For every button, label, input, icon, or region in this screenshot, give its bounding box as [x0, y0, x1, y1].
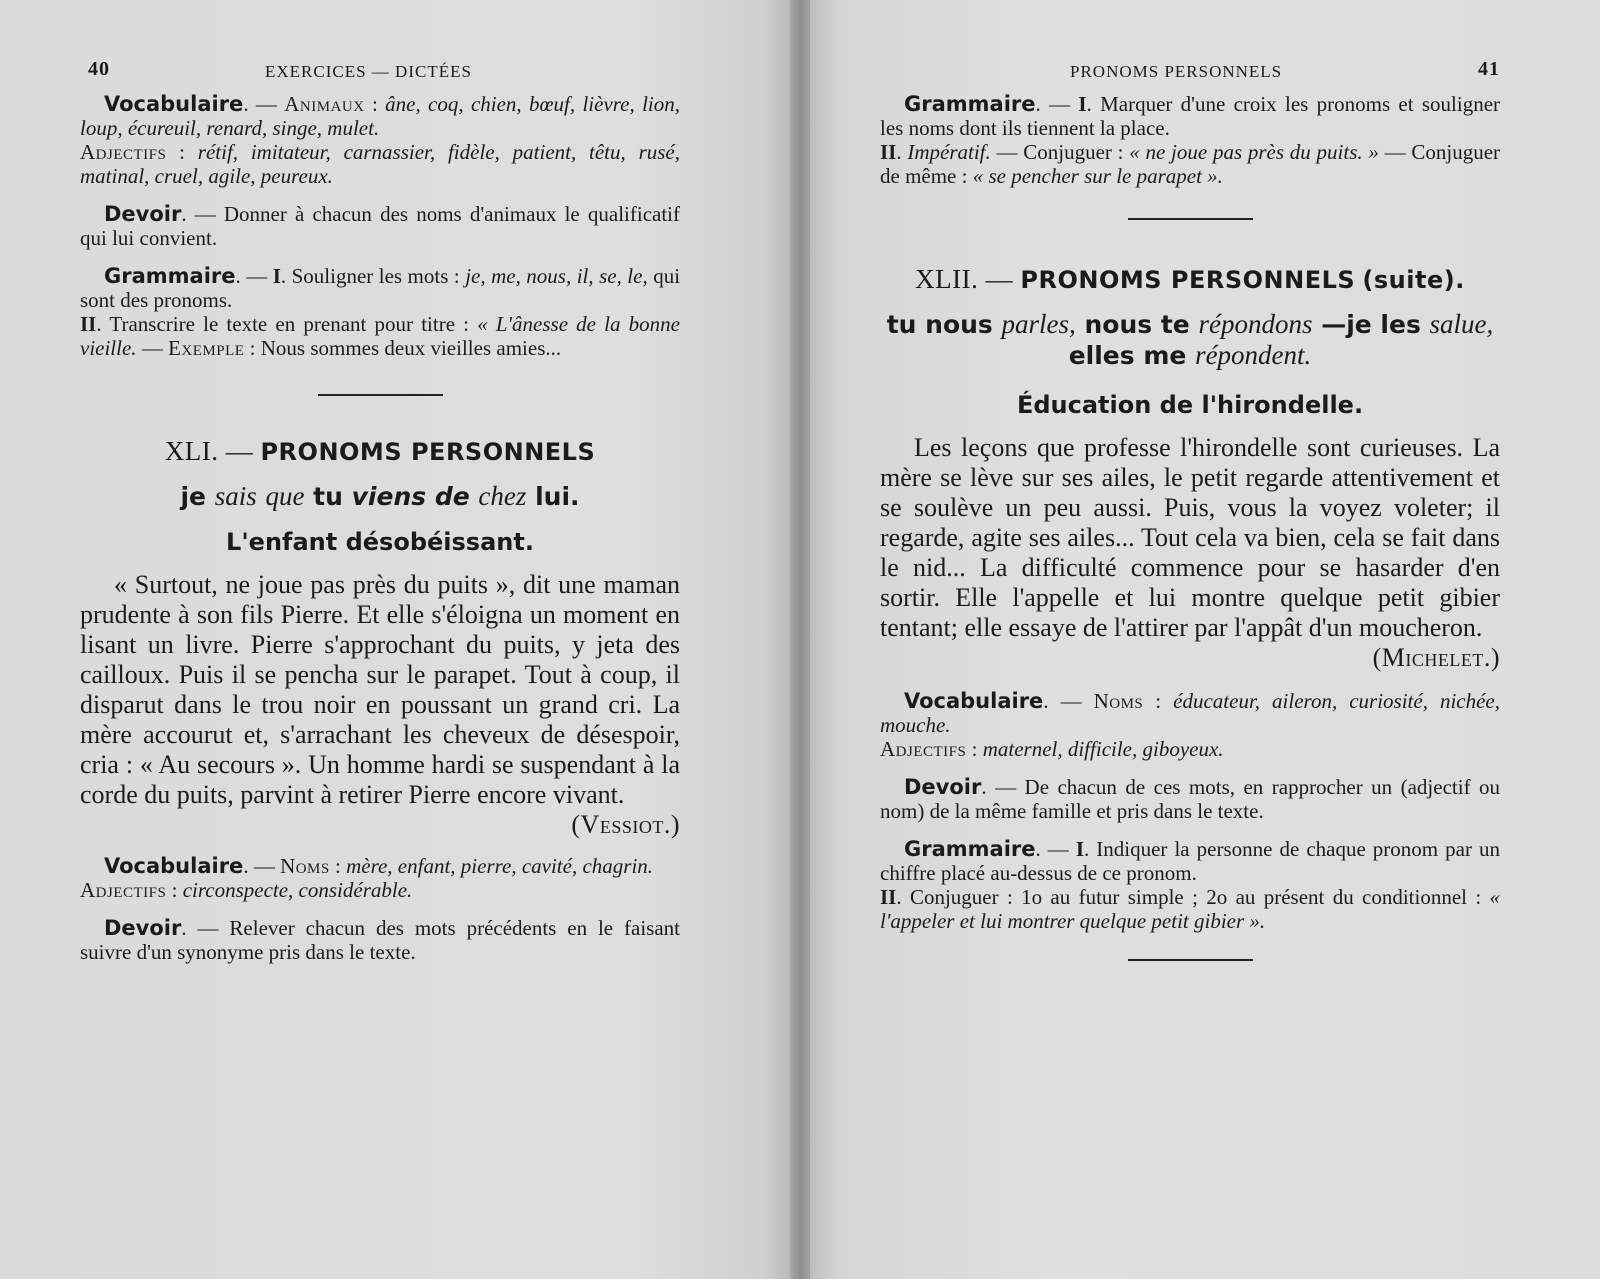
book-gutter: [790, 0, 810, 1279]
exercise-text: Conjuguer de même :: [880, 140, 1501, 188]
author-credit: (Michelet.): [1372, 643, 1500, 672]
example-word: répondent.: [1195, 340, 1312, 370]
exercise-number: II: [880, 140, 897, 164]
word-list: rétif, imitateur, carnassier, fidèle, patient, têtu, rusé, matinal, cruel, agile, peureux.: [80, 140, 680, 188]
vocabulary-label: Vocabulaire: [104, 92, 244, 116]
devoir-text: Relever chacun des mots précédents en le faisant suivre d'un synonyme pris dans le texte.: [80, 916, 680, 964]
section-divider: [1128, 959, 1253, 961]
running-header: [80, 58, 680, 92]
word-list: âne, coq, chien, bœuf, lièvre, lion, loup, écureuil, renard, singe, mulet.: [80, 92, 681, 140]
example-word: répondons: [1198, 309, 1313, 339]
category-label: Adjectifs: [880, 737, 967, 761]
devoir-text: Donner à chacun des noms d'animaux le qualificatif qui lui convient.: [80, 202, 680, 250]
grammar-label: Grammaire: [904, 92, 1036, 116]
example-word: viens de: [351, 482, 470, 511]
grammar-paragraph: Grammaire. — I. Indiquer la personne de chaque pronom par un chiffre placé au-dessus de ce pronom. II. Conjuguer : 1o au futur simple ; 2o au présent du conditionnel : « l'appeler et lui montrer quelque petit gibier ».: [880, 837, 1501, 933]
left-column: [80, 58, 680, 964]
grammar-label: Grammaire: [104, 264, 236, 288]
devoir-paragraph: Devoir. — Donner à chacun des noms d'animaux le qualificatif qui lui convient.: [80, 202, 680, 250]
section-number: XLII.: [915, 264, 979, 294]
author-credit: (Vessiot.): [571, 810, 680, 839]
section-heading: XLII. — PRONOMS PERSONNELS (suite).: [915, 264, 1465, 294]
exercise-number: I: [272, 264, 281, 288]
category-label: Animaux: [284, 92, 365, 116]
example-word: lui.: [535, 482, 580, 511]
exercise-quote: « se pencher sur le parapet ».: [972, 164, 1223, 188]
vocabulary-label: Vocabulaire: [904, 689, 1044, 713]
devoir-label: Devoir: [104, 202, 182, 226]
exercise-quote: « l'appeler et lui montrer quelque petit gibier ».: [880, 885, 1501, 933]
text-title: Éducation de l'hirondelle.: [1016, 391, 1364, 419]
devoir-paragraph: Devoir. — Relever chacun des mots précédents en le faisant suivre d'un synonyme pris dans le texte.: [80, 916, 680, 964]
category-label: Noms: [1093, 689, 1144, 713]
dictation-body: Les leçons que professe l'hirondelle sont curieuses. La mère se lève sur ses ailes, le petit regarde attentivement et se soulève un peu aussi. Puis, vous la voyez voleter; il regarde, agite ses ailes... Tout cela va bien, cela se fait dans le nid... La difficulté commence pour se hasarder d'en sortir. Elle l'appelle et lui montre quelque petit gibier tentant; elle essaye de l'attirer par l'appât d'un moucheron.: [880, 433, 1500, 642]
grammar-label: Grammaire: [904, 837, 1036, 861]
section-suite: (suite).: [1362, 266, 1465, 294]
word-list: je, me, nous, il, se, le,: [465, 264, 648, 288]
exercise-number: I: [1078, 92, 1087, 116]
exercise-text: qui sont des pronoms.: [80, 264, 681, 312]
exercise-text: Conjuguer :: [1023, 140, 1124, 164]
devoir-label: Devoir: [104, 916, 182, 940]
text-title: L'enfant désobéissant.: [226, 528, 534, 556]
exercise-text: Indiquer la personne de chaque pronom par un chiffre placé au-dessus de ce pronom.: [880, 837, 1501, 885]
example-word: nous te: [1084, 310, 1190, 339]
page-number: 41: [1478, 58, 1500, 80]
section-heading: XLI. — PRONOMS PERSONNELS: [164, 436, 596, 466]
dictation-text: [80, 570, 680, 839]
example-sentence: [880, 309, 1500, 371]
grammar-paragraph: Grammaire. — I. Souligner les mots : je, me, nous, il, se, le, qui sont des pronoms. II. Transcrire le texte en prenant pour titre : « L'ânesse de la bonne vieille. — Exemple : Nous sommes deux vieilles amies...: [80, 264, 681, 360]
dictation-body: « Surtout, ne joue pas près du puits », dit une maman prudente à son fils Pierre. Et elle s'éloigna un moment en lisant un livre. Pierre s'approchant du puits, y jeta des cailloux. Puis il se pencha sur le parapet. Tout à coup, il disparut dans le trou noir en poussant un grand cri. La mère accourut et, s'arrachant les cheveux de désespoir, cria : « Au secours ». Un homme hardi se suspendant à la corde du puits, parvint à retirer Pierre encore vivant.: [80, 570, 680, 809]
section-title: PRONOMS PERSONNELS: [260, 438, 596, 466]
exercise-number: II: [880, 885, 897, 909]
exercise-quote: « ne joue pas près du puits. »: [1129, 140, 1379, 164]
example-word: parles,: [1001, 309, 1076, 339]
dictation-text: [880, 433, 1500, 672]
section-number: XLI.: [164, 436, 219, 466]
example-word: je: [180, 482, 206, 511]
exercise-number: II: [80, 312, 97, 336]
example-word: tu nous: [886, 310, 993, 339]
example-word: elles me: [1068, 341, 1187, 370]
page-number: 40: [88, 58, 110, 80]
running-head-title: EXERCICES — DICTÉES: [265, 62, 472, 81]
example-word: salue,: [1429, 309, 1494, 339]
word-list: éducateur, aileron, curiosité, nichée, mouche.: [880, 689, 1501, 737]
section-title: PRONOMS PERSONNELS: [1020, 266, 1356, 294]
devoir-text: De chacun de ces mots, en rapprocher un (adjectif ou nom) de la même famille et pris dans le texte.: [880, 775, 1501, 823]
exercise-label: Impératif.: [907, 140, 991, 164]
example-word: que: [265, 481, 305, 511]
example-text: Nous sommes deux vieilles amies...: [260, 336, 562, 360]
exercise-text: Conjuguer : 1o au futur simple ; 2o au présent du conditionnel :: [909, 885, 1482, 909]
example-word: —je les: [1321, 310, 1421, 339]
word-list: circonspecte, considérable.: [182, 878, 413, 902]
grammar-paragraph: Grammaire. — I. Marquer d'une croix les pronoms et souligner les noms dont ils tiennent la place. II. Impératif. — Conjuguer : « ne joue pas près du puits. » — Conjuguer de même : « se pencher sur le parapet ».: [880, 92, 1501, 188]
vocabulary-paragraph: Vocabulaire. — Noms : mère, enfant, pierre, cavité, chagrin. Adjectifs : circonspecte, considérable.: [80, 854, 654, 902]
category-label: Adjectifs: [80, 140, 167, 164]
running-header: [880, 58, 1500, 92]
example-word: tu: [313, 482, 343, 511]
example-word: sais: [214, 481, 257, 511]
example-sentence: [80, 481, 680, 512]
running-head-title: PRONOMS PERSONNELS: [1070, 62, 1283, 81]
right-page: [810, 0, 1600, 1279]
right-column: [880, 58, 1500, 961]
exercise-quote: « L'ânesse de la bonne vieille.: [80, 312, 680, 360]
category-label: Adjectifs: [80, 878, 167, 902]
example-word: chez: [478, 481, 527, 511]
devoir-paragraph: Devoir. — De chacun de ces mots, en rapprocher un (adjectif ou nom) de la même famille et pris dans le texte.: [880, 775, 1501, 823]
exercise-text: Marquer d'une croix les pronoms et souligner les noms dont ils tiennent la place.: [880, 92, 1501, 140]
vocabulary-label: Vocabulaire: [104, 854, 244, 878]
exercise-text: Souligner les mots :: [291, 264, 460, 288]
vocabulary-paragraph: Vocabulaire. — Animaux : âne, coq, chien, bœuf, lièvre, lion, loup, écureuil, renard, singe, mulet. Adjectifs : rétif, imitateur, carnassier, fidèle, patient, têtu, rusé, matinal, cruel, agile, peureux.: [80, 92, 681, 188]
category-label: Noms: [280, 854, 330, 878]
vocabulary-paragraph: Vocabulaire. — Noms : éducateur, aileron, curiosité, nichée, mouche. Adjectifs : maternel, difficile, giboyeux.: [880, 689, 1501, 761]
word-list: mère, enfant, pierre, cavité, chagrin.: [346, 854, 654, 878]
exercise-number: I: [1075, 837, 1084, 861]
devoir-label: Devoir: [904, 775, 982, 799]
example-label: Exemple: [168, 336, 245, 360]
left-page: [0, 0, 790, 1279]
word-list: maternel, difficile, giboyeux.: [982, 737, 1224, 761]
exercise-text: Transcrire le texte en prenant pour titre :: [109, 312, 470, 336]
